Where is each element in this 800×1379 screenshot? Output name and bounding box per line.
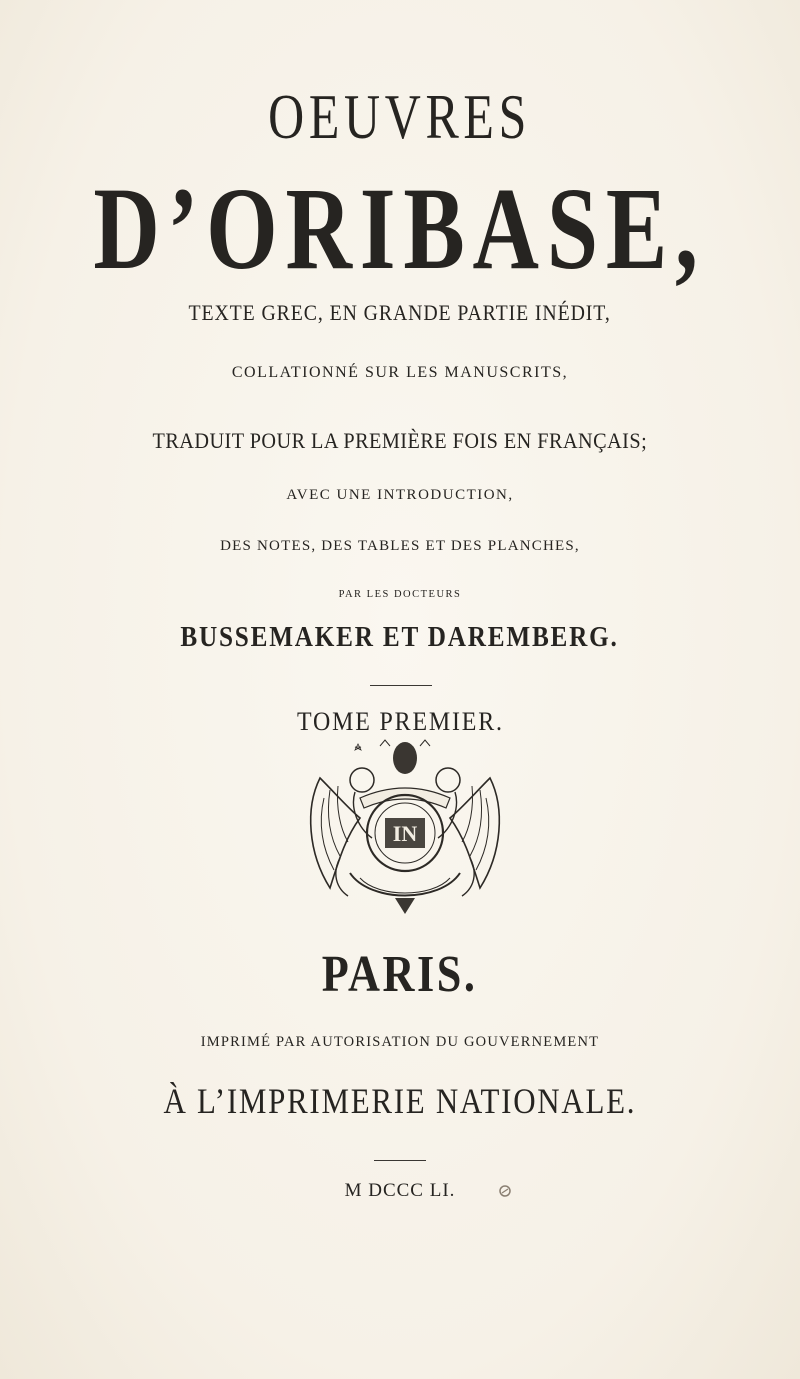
stamp-mark-icon bbox=[498, 1184, 512, 1198]
volume-line: TOME PREMIER. bbox=[296, 707, 504, 736]
subtitle: TEXTE GREC, EN GRANDE PARTIE INÉDIT, bbox=[188, 300, 612, 325]
author-title: D’ORIBASE, bbox=[93, 163, 707, 294]
introduction-line: AVEC UNE INTRODUCTION, bbox=[286, 487, 514, 503]
printer-emblem-icon bbox=[300, 738, 510, 916]
collation-line: COLLATIONNÉ SUR LES MANUSCRITS, bbox=[231, 364, 569, 381]
editors-line: BUSSEMAKER ET DAREMBERG. bbox=[180, 622, 620, 653]
work-title: OEUVRES bbox=[268, 81, 532, 152]
translation-line: TRADUIT POUR LA PREMIÈRE FOIS EN FRANÇAIS; bbox=[152, 428, 648, 453]
year-line: M DCCC LI. bbox=[344, 1180, 456, 1201]
divider-rule-lower bbox=[374, 1160, 426, 1161]
city-line: PARIS. bbox=[322, 946, 478, 1003]
emblem-text: IN bbox=[392, 821, 418, 846]
imprint-line: IMPRIMÉ PAR AUTORISATION DU GOUVERNEMENT bbox=[200, 1034, 600, 1050]
par-line: PAR LES DOCTEURS bbox=[338, 589, 462, 600]
divider-rule bbox=[370, 685, 432, 686]
printer-line: À L’IMPRIMERIE NATIONALE. bbox=[163, 1081, 637, 1121]
notes-line: DES NOTES, DES TABLES ET DES PLANCHES, bbox=[220, 538, 580, 554]
